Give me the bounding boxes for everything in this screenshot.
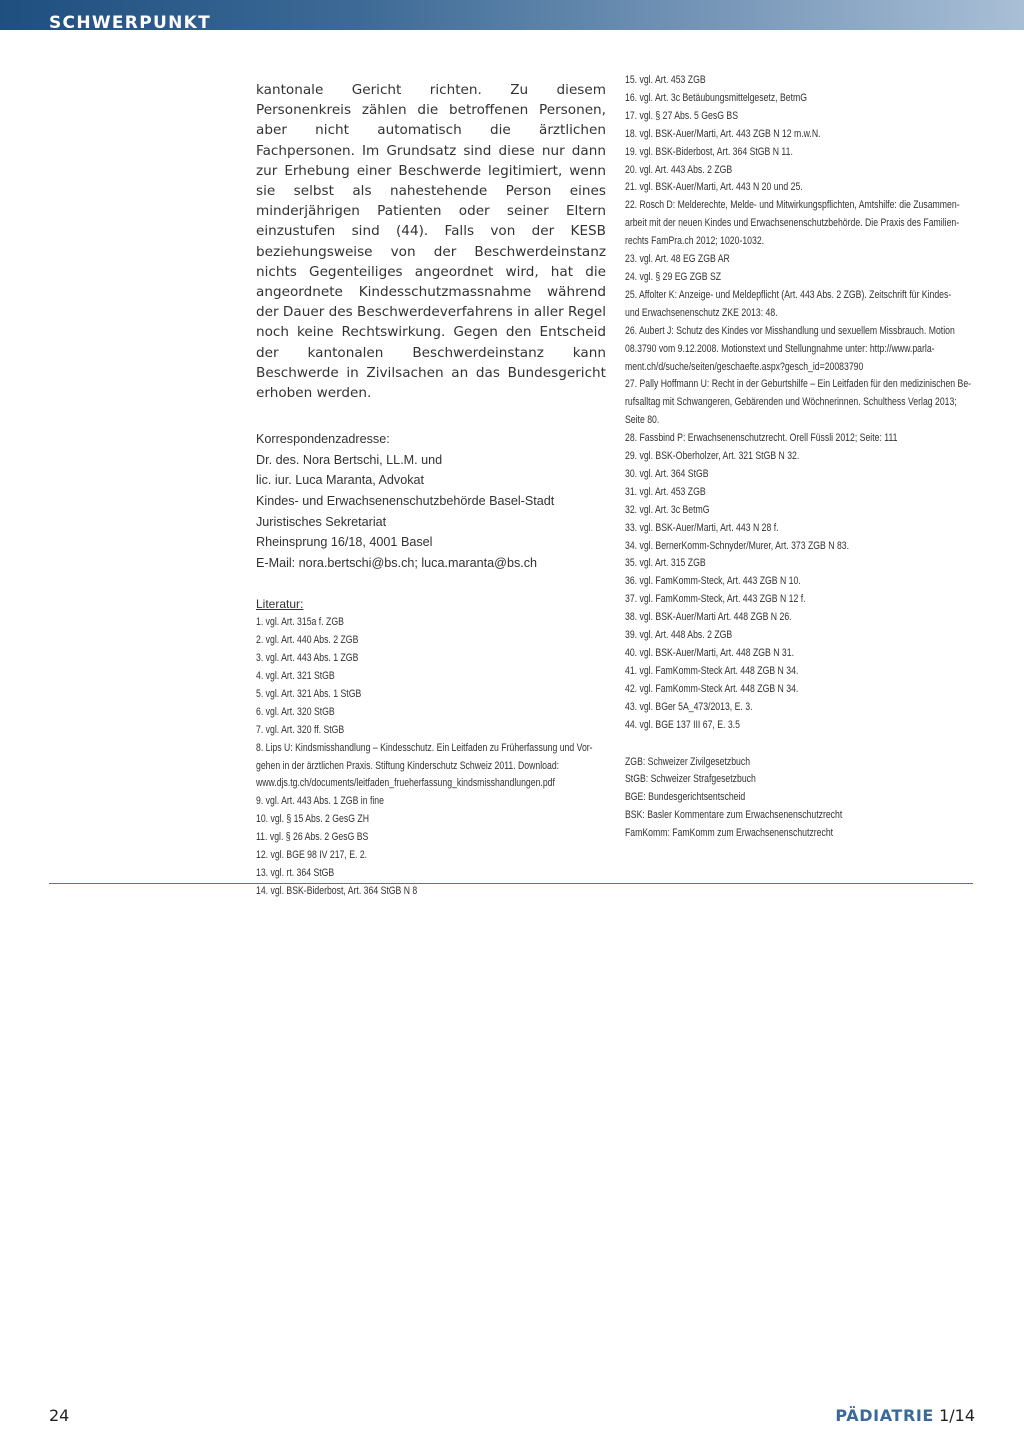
contact-line: Juristisches Sekretariat xyxy=(256,514,387,529)
reference-item: arbeit mit der neuen Kindes und Erwachsenenschutzbehörde. Die Praxis des Familien- xyxy=(625,217,960,230)
reference-item: 24. vgl. § 29 EG ZGB SZ xyxy=(625,270,722,283)
reference-item: 42. vgl. FamKomm-Steck Art. 448 ZGB N 34. xyxy=(625,682,799,695)
reference-item: 4. vgl. Art. 321 StGB xyxy=(256,670,335,683)
abbreviations-list xyxy=(625,754,975,844)
reference-item: 10. vgl. § 15 Abs. 2 GesG ZH xyxy=(256,813,369,826)
reference-item: 19. vgl. BSK-Biderbost, Art. 364 StGB N 11. xyxy=(625,145,793,158)
reference-item: 34. vgl. BernerKomm-Schnyder/Murer, Art. 373 ZGB N 83. xyxy=(625,539,850,552)
reference-item: 3. vgl. Art. 443 Abs. 1 ZGB xyxy=(256,652,359,665)
reference-item: 9. vgl. Art. 443 Abs. 1 ZGB in fine xyxy=(256,795,384,808)
correspondence-address xyxy=(256,429,606,573)
reference-item: 21. vgl. BSK-Auer/Marti, Art. 443 N 20 und 25. xyxy=(625,181,803,194)
reference-item: 28. Fassbind P: Erwachsenenschutzrecht. Orell Füssli 2012; Seite: 111 xyxy=(625,432,898,445)
reference-item: und Erwachsenenschutz ZKE 2013: 48. xyxy=(625,306,778,319)
reference-item: 6. vgl. Art. 320 StGB xyxy=(256,705,335,718)
reference-item: 13. vgl. rt. 364 StGB xyxy=(256,867,335,879)
left-column xyxy=(256,80,606,901)
reference-item: 32. vgl. Art. 3c BetmG xyxy=(625,503,710,516)
reference-item: gehen in der ärztlichen Praxis. Stiftung Kinderschutz Schweiz 2011. Download: xyxy=(256,759,560,772)
reference-item: 23. vgl. Art. 48 EG ZGB AR xyxy=(625,253,730,266)
reference-item: 36. vgl. FamKomm-Steck, Art. 443 ZGB N 10. xyxy=(625,575,801,588)
reference-item: 38. vgl. BSK-Auer/Marti Art. 448 ZGB N 26. xyxy=(625,611,792,624)
reference-item: 26. Aubert J: Schutz des Kindes vor Misshandlung und sexuellem Missbrauch. Motion xyxy=(625,324,955,337)
reference-item: 14. vgl. BSK-Biderbost, Art. 364 StGB N 8 xyxy=(256,884,418,897)
reference-item: 37. vgl. FamKomm-Steck, Art. 443 ZGB N 12 f. xyxy=(625,593,806,606)
section-label: SCHWERPUNKT xyxy=(49,13,211,33)
section-divider xyxy=(49,883,973,884)
reference-item: 5. vgl. Art. 321 Abs. 1 StGB xyxy=(256,687,362,700)
reference-item: 29. vgl. BSK-Oberholzer, Art. 321 StGB N 32. xyxy=(625,450,800,463)
reference-item: 33. vgl. BSK-Auer/Marti, Art. 443 N 28 f. xyxy=(625,521,779,534)
reference-item: 11. vgl. § 26 Abs. 2 GesG BS xyxy=(256,831,369,844)
contact-line: lic. iur. Luca Maranta, Advokat xyxy=(256,473,425,488)
reference-item: 27. Pally Hoffmann U: Recht in der Geburtshilfe – Ein Leitfaden für den medizinischen Be- xyxy=(625,378,972,391)
reference-item: 12. vgl. BGE 98 IV 217, E. 2. xyxy=(256,849,368,862)
publication-label xyxy=(835,1406,975,1425)
abbreviation-item: BGE: Bundesgerichtsentscheid xyxy=(625,791,746,804)
abbreviation-item: StGB: Schweizer Strafgesetzbuch xyxy=(625,773,756,786)
contact-line: Rheinsprung 16/18, 4001 Basel xyxy=(256,535,433,550)
reference-link: www.djs.tg.ch/documents/leitfaden_frueherfassung_kindsmisshandlungen.pdf xyxy=(256,777,555,790)
publication-name: PÄDIATRIE xyxy=(835,1406,934,1425)
reference-item: rufsalltag mit Schwangeren, Gebärenden und Wöchnerinnen. Schulthess Verlag 2013; xyxy=(625,396,957,409)
page-number: 24 xyxy=(49,1406,70,1425)
contact-line: Dr. des. Nora Bertschi, LL.M. und xyxy=(256,452,443,467)
literature-heading: Literatur: xyxy=(256,597,304,612)
reference-item: 25. Affolter K: Anzeige- und Meldepflicht (Art. 443 Abs. 2 ZGB). Zeitschrift für Kindes- xyxy=(625,288,952,301)
reference-item: 39. vgl. Art. 448 Abs. 2 ZGB xyxy=(625,629,733,642)
reference-item: 30. vgl. Art. 364 StGB xyxy=(625,467,709,480)
reference-item: 35. vgl. Art. 315 ZGB xyxy=(625,557,706,570)
reference-item: 8. Lips U: Kindsmisshandlung – Kindesschutz. Ein Leitfaden zu Früherfassung und Vor- xyxy=(256,741,593,754)
right-column xyxy=(625,72,975,843)
reference-item: 31. vgl. Art. 453 ZGB xyxy=(625,485,706,498)
abbreviation-item: BSK: Basler Kommentare zum Erwachsenenschutzrecht xyxy=(625,809,843,822)
reference-link: ment.ch/d/suche/seiten/geschaefte.aspx?gesch_id=20083790 xyxy=(625,360,864,373)
reference-item: 2. vgl. Art. 440 Abs. 2 ZGB xyxy=(256,634,359,647)
contact-line: Kindes- und Erwachsenenschutzbehörde Basel-Stadt xyxy=(256,494,555,509)
reference-item: 15. vgl. Art. 453 ZGB xyxy=(625,74,706,86)
reference-item: 17. vgl. § 27 Abs. 5 GesG BS xyxy=(625,109,738,122)
literature-list-right xyxy=(625,72,975,735)
issue-number: 1/14 xyxy=(939,1406,975,1425)
reference-item: 22. Rosch D: Melderechte, Melde- und Mitwirkungspflichten, Amtshilfe: die Zusammen- xyxy=(625,199,960,212)
abbreviation-item: FamKomm: FamKomm zum Erwachsenenschutzrecht xyxy=(625,827,834,840)
reference-item: 20. vgl. Art. 443 Abs. 2 ZGB xyxy=(625,163,733,176)
reference-item: 41. vgl. FamKomm-Steck Art. 448 ZGB N 34. xyxy=(625,664,799,677)
reference-item: 08.3790 vom 9.12.2008. Motionstext und Stellungnahme unter: http://www.parla- xyxy=(625,342,935,355)
reference-item: 16. vgl. Art. 3c Betäubungsmittelgesetz, BetmG xyxy=(625,91,808,104)
reference-item: 43. vgl. BGer 5A_473/2013, E. 3. xyxy=(625,700,753,713)
article-body: kantonale Gericht richten. Zu diesem Personenkreis zählen die betroffenen Personen, aber nicht automatisch die ärztlichen Fachpersonen. Im Grundsatz sind diese nur dann zur Erhebung einer Beschwerde legitimiert, wenn sie selbst als nahestehende Person eines minderjährigen Patienten oder seiner Eltern einzustufen sind (44). Falls von der KESB beziehungsweise von der Beschwerdeinstanz nichts Gegenteiliges angeordnet wird, hat die angeordnete Kindesschutzmassnahme während der Dauer des Beschwerdeverfahrens in aller Regel noch keine Rechtswirkung. Gegen den Entscheid der kantonalen Beschwerdeinstanz kann Beschwerde in Zivilsachen an das Bundesgericht erhoben werden. xyxy=(256,82,606,402)
contact-email: E-Mail: nora.bertschi@bs.ch; luca.maranta@bs.ch xyxy=(256,555,538,570)
reference-item: 18. vgl. BSK-Auer/Marti, Art. 443 ZGB N 12 m.w.N. xyxy=(625,127,821,140)
reference-item: 40. vgl. BSK-Auer/Marti, Art. 448 ZGB N 31. xyxy=(625,647,794,659)
contact-heading: Korrespondenzadresse: xyxy=(256,432,390,447)
reference-item: Seite 80. xyxy=(625,414,660,427)
reference-item: rechts FamPra.ch 2012; 1020-1032. xyxy=(625,235,765,248)
literature-list-left xyxy=(256,596,606,900)
abbreviation-item: ZGB: Schweizer Zivilgesetzbuch xyxy=(625,755,751,768)
reference-item: 7. vgl. Art. 320 ff. StGB xyxy=(256,723,345,736)
reference-item: 1. vgl. Art. 315a f. ZGB xyxy=(256,616,344,629)
reference-item: 44. vgl. BGE 137 III 67, E. 3.5 xyxy=(625,718,740,731)
